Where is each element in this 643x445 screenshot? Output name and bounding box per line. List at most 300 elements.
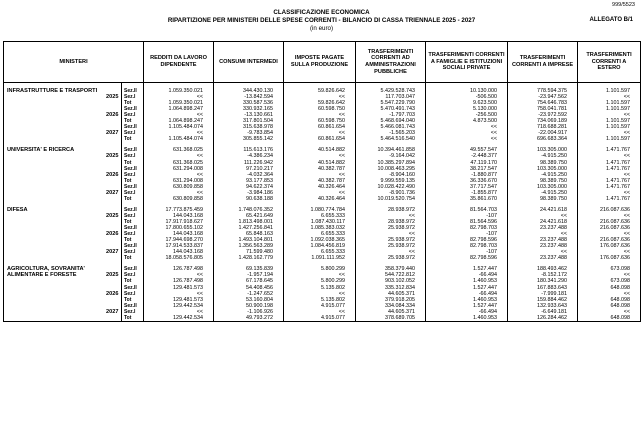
value-cell: -1.106.926	[214, 309, 284, 315]
report-subtitle: RIPARTIZIONE PER MINISTERI DELLE SPESE CORRENTI - BILANCIO DI CASSA TRIENNALE 2025 - 2027	[167, 17, 476, 24]
row-label: 2027 Sez.I	[122, 130, 144, 136]
row-label: Tot	[122, 219, 144, 225]
value-cell: 903.102.052	[356, 278, 426, 284]
value-cell: -6.649.181	[508, 309, 578, 315]
value-cell: <<	[284, 309, 356, 315]
row-label: Tot	[122, 315, 144, 322]
value-cell: <<	[144, 190, 214, 196]
value-cell: 1.087.430.117	[284, 219, 356, 225]
value-cell: <<	[284, 291, 356, 297]
value-cell: 1.471.767	[578, 166, 641, 172]
value-cell: 1.460.953	[426, 278, 508, 284]
value-cell: <<	[144, 291, 214, 297]
year-label: 2026	[106, 112, 119, 119]
row-label: Sez.II	[122, 266, 144, 272]
value-cell: <<	[284, 94, 356, 100]
year-label: 2027	[106, 189, 119, 196]
value-cell: 1.471.767	[578, 160, 641, 166]
value-cell: -2.448.377	[426, 153, 508, 159]
value-cell: 5.470.491.743	[356, 106, 426, 112]
table-row	[4, 207, 641, 213]
value-cell: 82.798.596	[426, 255, 508, 261]
value-cell: 5.800.299	[284, 278, 356, 284]
value-cell: -1.957.194	[214, 272, 284, 278]
value-cell: 1.064.898.247	[144, 106, 214, 112]
value-cell: 129.442.534	[144, 315, 214, 322]
value-cell: <<	[426, 136, 508, 142]
row-label: Tot	[122, 118, 144, 124]
value-cell: 38.217.547	[426, 166, 508, 172]
value-cell: 1.471.767	[578, 184, 641, 190]
value-cell: 1.527.447	[426, 303, 508, 309]
value-cell: 1.101.597	[578, 136, 641, 142]
value-cell: 358.379.440	[356, 266, 426, 272]
value-cell: 103.305.000	[508, 166, 578, 172]
value-cell: 60.861.654	[284, 124, 356, 130]
year-label: 2026	[106, 290, 119, 297]
value-cell: 696.683.364	[508, 136, 578, 142]
column-header: TRASFERIMENTI CORRENTI A ESTERO	[578, 42, 641, 83]
value-cell: 44.605.371	[356, 309, 426, 315]
value-cell: 1.064.898.247	[144, 118, 214, 124]
value-cell: 1.059.350.021	[144, 100, 214, 106]
value-cell: 25.938.972	[356, 237, 426, 243]
value-cell: 176.087.636	[578, 243, 641, 249]
value-cell: 24.421.618	[508, 219, 578, 225]
row-label: Sez.II	[122, 303, 144, 309]
value-cell: 1.084.456.819	[284, 243, 356, 249]
value-cell: <<	[144, 272, 214, 278]
value-cell: <<	[284, 112, 356, 118]
value-cell: 631.368.025	[144, 147, 214, 153]
column-header: TRASFERIMENTI CORRENTI AD AMMINISTRAZIONI PUBBLICHE	[356, 42, 426, 83]
value-cell: 103.305.000	[508, 184, 578, 190]
year-label: 2027	[106, 249, 119, 256]
value-cell: 216.087.636	[578, 237, 641, 243]
row-label: 2027 Sez.I	[122, 309, 144, 315]
value-cell: 1.059.350.021	[144, 88, 214, 94]
value-cell: 10.130.000	[426, 88, 508, 94]
value-cell: 53.160.804	[214, 297, 284, 303]
value-cell: 40.326.464	[284, 196, 356, 202]
value-cell: 1.813.498.001	[214, 219, 284, 225]
value-cell: -4.032.364	[214, 172, 284, 178]
value-cell: 10.385.297.894	[356, 160, 426, 166]
value-cell: 5.135.802	[284, 285, 356, 291]
value-cell: 1.527.447	[426, 266, 508, 272]
column-header: CONSUMI INTERMEDI	[214, 42, 284, 83]
value-cell: 673.098	[578, 266, 641, 272]
value-cell: 40.514.882	[284, 147, 356, 153]
value-cell: 1.428.162.779	[214, 255, 284, 261]
value-cell: -13.842.594	[214, 94, 284, 100]
value-cell: 82.798.596	[426, 237, 508, 243]
row-label: 2027 Sez.I	[122, 249, 144, 255]
value-cell: 67.178.645	[214, 278, 284, 284]
row-label: Tot	[122, 178, 144, 184]
value-cell: 6.655.333	[284, 231, 356, 237]
value-cell: <<	[578, 249, 641, 255]
value-cell: 4.915.077	[284, 303, 356, 309]
row-label: 2026 Sez.I	[122, 112, 144, 118]
value-cell: 317.801.504	[214, 118, 284, 124]
value-cell: -107	[426, 213, 508, 219]
value-cell: -23.947.562	[508, 94, 578, 100]
row-label: Tot	[122, 297, 144, 303]
value-cell: <<	[284, 153, 356, 159]
value-cell: 25.938.972	[356, 255, 426, 261]
value-cell: 54.408.456	[214, 285, 284, 291]
value-cell: 1.091.111.952	[284, 255, 356, 261]
value-cell: 334.084.334	[356, 303, 426, 309]
year-label: 2025	[106, 153, 119, 160]
value-cell: 5.464.516.540	[356, 136, 426, 142]
report-heading	[0, 9, 643, 33]
value-cell: 188.493.462	[508, 266, 578, 272]
value-cell: 97.210.217	[214, 166, 284, 172]
document-id: 999/5523	[612, 2, 635, 8]
value-cell: 81.564.703	[426, 207, 508, 213]
value-cell: 129.442.534	[144, 303, 214, 309]
value-cell: <<	[284, 190, 356, 196]
year-label: 2025	[106, 272, 119, 279]
value-cell: <<	[284, 130, 356, 136]
value-cell: 93.177.853	[214, 178, 284, 184]
value-cell: 81.564.596	[426, 219, 508, 225]
value-cell: 40.382.787	[284, 166, 356, 172]
value-cell: 60.598.750	[284, 106, 356, 112]
value-cell: 50.900.198	[214, 303, 284, 309]
value-cell: 144.043.168	[144, 213, 214, 219]
value-cell: 25.938.972	[356, 243, 426, 249]
value-cell: 5.135.802	[284, 297, 356, 303]
value-cell: 90.638.188	[214, 196, 284, 202]
value-cell: 335.312.834	[356, 285, 426, 291]
value-cell: 132.933.643	[508, 303, 578, 309]
value-cell: 82.798.703	[426, 243, 508, 249]
value-cell: 115.613.176	[214, 147, 284, 153]
value-cell: 37.717.547	[426, 184, 508, 190]
report-title: CLASSIFICAZIONE ECONOMICA	[273, 9, 370, 16]
year-label: 2026	[106, 171, 119, 178]
value-cell: <<	[356, 249, 426, 255]
value-cell: 734.069.189	[508, 118, 578, 124]
value-cell: 6.655.333	[284, 213, 356, 219]
value-cell: 9.623.500	[426, 100, 508, 106]
value-cell: 44.605.371	[356, 291, 426, 297]
value-cell: 1.101.597	[578, 118, 641, 124]
value-cell: <<	[356, 231, 426, 237]
row-label: Sez.II	[122, 207, 144, 213]
value-cell: 17.800.655.102	[144, 225, 214, 231]
value-cell: 69.135.839	[214, 266, 284, 272]
value-cell: <<	[356, 213, 426, 219]
row-label: Tot	[122, 278, 144, 284]
value-cell: <<	[578, 130, 641, 136]
value-cell: -8.901.736	[356, 190, 426, 196]
value-cell: -9.783.854	[214, 130, 284, 136]
row-label: 2026 Sez.I	[122, 231, 144, 237]
value-cell: 98.389.750	[508, 196, 578, 202]
value-cell: -66.494	[426, 309, 508, 315]
value-cell: 315.638.978	[214, 124, 284, 130]
ministry-name: AGRICOLTURA, SOVRANITA' ALIMENTARE E FORESTE	[4, 266, 122, 278]
value-cell: 59.826.642	[284, 88, 356, 94]
value-cell: -107	[426, 249, 508, 255]
value-cell: 144.043.168	[144, 231, 214, 237]
value-cell: 1.101.597	[578, 106, 641, 112]
value-cell: 167.883.643	[508, 285, 578, 291]
value-cell: 94.622.374	[214, 184, 284, 190]
value-cell: 631.294.008	[144, 178, 214, 184]
value-cell: 648.098	[578, 303, 641, 309]
value-cell: 23.237.488	[508, 255, 578, 261]
value-cell: 17.917.918.627	[144, 219, 214, 225]
value-cell: 1.493.104.801	[214, 237, 284, 243]
row-label: 2025 Sez.I	[122, 94, 144, 100]
value-cell: 648.098	[578, 297, 641, 303]
value-cell: 4.873.500	[426, 118, 508, 124]
value-cell: 1.101.597	[578, 100, 641, 106]
year-label: 2025	[106, 212, 119, 219]
value-cell: 17.914.533.837	[144, 243, 214, 249]
value-cell: -3.984.186	[214, 190, 284, 196]
value-cell: -107	[426, 231, 508, 237]
value-cell: <<	[144, 112, 214, 118]
value-cell: 631.294.008	[144, 166, 214, 172]
value-cell: 40.382.787	[284, 178, 356, 184]
value-cell: 17.773.875.459	[144, 207, 214, 213]
value-cell: 216.087.636	[578, 207, 641, 213]
ministry-cell	[4, 315, 122, 322]
value-cell: 35.861.670	[426, 196, 508, 202]
value-cell: 1.460.953	[426, 297, 508, 303]
row-label: Sez.II	[122, 106, 144, 112]
value-cell: <<	[578, 153, 641, 159]
allegato-label: ALLEGATO B/1	[589, 17, 633, 23]
value-cell: -23.972.592	[508, 112, 578, 118]
value-cell: -4.915.250	[508, 153, 578, 159]
value-cell: -1.855.877	[426, 190, 508, 196]
value-cell: 648.098	[578, 285, 641, 291]
value-cell: <<	[426, 124, 508, 130]
value-cell: 98.389.750	[508, 178, 578, 184]
value-cell: 82.798.703	[426, 225, 508, 231]
value-cell: 1.471.767	[578, 196, 641, 202]
value-cell: 28.938.972	[356, 219, 426, 225]
column-header: TRASFERIMENTI CORRENTI A FAMIGLIE E ISTITUZIONI SOCIALI PRIVATE	[426, 42, 508, 83]
value-cell: 544.722.812	[356, 272, 426, 278]
value-cell: -13.130.661	[214, 112, 284, 118]
value-cell: 5.468.694.040	[356, 118, 426, 124]
value-cell: 344.430.130	[214, 88, 284, 94]
ministry-name: INFRASTRUTTURE E TRASPORTI	[4, 88, 122, 100]
row-label: 2025 Sez.I	[122, 153, 144, 159]
value-cell: 1.748.076.352	[214, 207, 284, 213]
row-label: Tot	[122, 160, 144, 166]
value-cell: 1.101.597	[578, 124, 641, 130]
value-cell: <<	[284, 272, 356, 278]
value-cell: 24.421.618	[508, 207, 578, 213]
value-cell: 40.326.464	[284, 184, 356, 190]
value-cell: 673.098	[578, 278, 641, 284]
row-label: Sez.II	[122, 147, 144, 153]
value-cell: 60.598.750	[284, 118, 356, 124]
value-cell: 754.646.783	[508, 100, 578, 106]
column-header: IMPOSTE PAGATE SULLA PRODUZIONE	[284, 42, 356, 83]
ministry-name: UNIVERSITA' E RICERCA	[4, 147, 122, 159]
value-cell: -22.004.917	[508, 130, 578, 136]
value-cell: 778.594.375	[508, 88, 578, 94]
value-cell: 144.043.168	[144, 249, 214, 255]
value-cell: 129.481.573	[144, 285, 214, 291]
table-row	[4, 315, 641, 322]
row-label: 2025 Sez.I	[122, 272, 144, 278]
value-cell: 758.041.781	[508, 106, 578, 112]
value-cell: -256.500	[426, 112, 508, 118]
value-cell: 23.237.488	[508, 243, 578, 249]
value-cell: 330.932.165	[214, 106, 284, 112]
value-cell: -8.904.160	[356, 172, 426, 178]
value-cell: 1.080.774.784	[284, 207, 356, 213]
value-cell: 631.368.025	[144, 160, 214, 166]
row-label: Sez.II	[122, 124, 144, 130]
value-cell: 126.787.498	[144, 278, 214, 284]
value-cell: -66.494	[426, 291, 508, 297]
value-cell: 10.019.520.754	[356, 196, 426, 202]
value-cell: -8.152.172	[508, 272, 578, 278]
value-cell: 117.703.047	[356, 94, 426, 100]
column-header: REDDITI DA LAVORO DIPENDENTE	[144, 42, 214, 83]
value-cell: 1.105.484.074	[144, 136, 214, 142]
value-cell: 59.826.642	[284, 100, 356, 106]
row-label: Tot	[122, 237, 144, 243]
value-cell: -7.999.181	[508, 291, 578, 297]
report-unit: (in euro)	[309, 25, 334, 32]
value-cell: 9.999.559.135	[356, 178, 426, 184]
value-cell: 65.848.163	[214, 231, 284, 237]
value-cell: <<	[578, 213, 641, 219]
row-label: Tot	[122, 196, 144, 202]
value-cell: 23.237.488	[508, 237, 578, 243]
column-header: TRASFERIMENTI CORRENTI A IMPRESE	[508, 42, 578, 83]
row-label: 2027 Sez.I	[122, 190, 144, 196]
value-cell: 5.466.081.743	[356, 124, 426, 130]
value-cell: 648.098	[578, 315, 641, 322]
value-cell: 36.336.670	[426, 178, 508, 184]
value-cell: 18.058.576.805	[144, 255, 214, 261]
value-cell: 1.471.767	[578, 178, 641, 184]
row-label: Tot	[122, 136, 144, 142]
value-cell: 23.237.488	[508, 225, 578, 231]
value-cell: -1.247.652	[214, 291, 284, 297]
value-cell: <<	[578, 272, 641, 278]
value-cell: 330.587.536	[214, 100, 284, 106]
value-cell: 6.655.333	[284, 249, 356, 255]
value-cell: -4.915.250	[508, 190, 578, 196]
row-label: Sez.II	[122, 166, 144, 172]
header-row	[4, 42, 641, 83]
value-cell: <<	[578, 291, 641, 297]
value-cell: -4.386.234	[214, 153, 284, 159]
value-cell: 49.793.272	[214, 315, 284, 322]
value-cell: <<	[144, 309, 214, 315]
value-cell: 1.105.484.074	[144, 124, 214, 130]
value-cell: 1.101.597	[578, 88, 641, 94]
value-cell: 25.938.972	[356, 225, 426, 231]
value-cell: 10.008.463.295	[356, 166, 426, 172]
row-label: 2026 Sez.I	[122, 172, 144, 178]
value-cell: 49.557.547	[426, 147, 508, 153]
year-label: 2027	[106, 308, 119, 315]
value-cell: <<	[508, 231, 578, 237]
value-cell: 71.599.480	[214, 249, 284, 255]
value-cell: 630.809.858	[144, 184, 214, 190]
value-cell: -1.880.877	[426, 172, 508, 178]
row-label: Sez.II	[122, 243, 144, 249]
value-cell: 216.087.636	[578, 219, 641, 225]
ministry-name: DIFESA	[4, 207, 122, 219]
expense-table	[3, 41, 641, 322]
row-label: Tot	[122, 100, 144, 106]
value-cell: 126.787.498	[144, 266, 214, 272]
row-label: Sez.II	[122, 285, 144, 291]
value-cell: 103.305.000	[508, 147, 578, 153]
value-cell: 159.884.462	[508, 297, 578, 303]
row-label: Sez.II	[122, 184, 144, 190]
row-label: Tot	[122, 255, 144, 261]
value-cell: -9.164.042	[356, 153, 426, 159]
value-cell: 47.119.170	[426, 160, 508, 166]
value-cell: 40.514.882	[284, 160, 356, 166]
value-cell: 60.861.654	[284, 136, 356, 142]
value-cell: 5.800.299	[284, 266, 356, 272]
value-cell: <<	[144, 172, 214, 178]
value-cell: 10.028.422.490	[356, 184, 426, 190]
year-label: 2026	[106, 231, 119, 238]
value-cell: 10.394.461.858	[356, 147, 426, 153]
value-cell: <<	[284, 172, 356, 178]
value-cell: 4.915.077	[284, 315, 356, 322]
value-cell: 1.085.383.032	[284, 225, 356, 231]
value-cell: 176.087.636	[578, 255, 641, 261]
row-label: 2025 Sez.I	[122, 213, 144, 219]
value-cell: 5.130.000	[426, 106, 508, 112]
value-cell: -4.915.250	[508, 172, 578, 178]
value-cell: -1.797.703	[356, 112, 426, 118]
value-cell: <<	[144, 94, 214, 100]
value-cell: <<	[578, 112, 641, 118]
value-cell: 1.092.038.365	[284, 237, 356, 243]
value-cell: <<	[578, 190, 641, 196]
year-label: 2027	[106, 130, 119, 137]
value-cell: 305.855.142	[214, 136, 284, 142]
value-cell: 180.341.290	[508, 278, 578, 284]
value-cell: <<	[426, 130, 508, 136]
value-cell: 1.527.447	[426, 285, 508, 291]
column-header-ministeri: MINISTERI	[4, 42, 144, 83]
table-body	[4, 83, 641, 322]
row-label: Sez.II	[122, 88, 144, 94]
value-cell: 379.918.205	[356, 297, 426, 303]
value-cell: <<	[144, 130, 214, 136]
value-cell: 1.427.256.841	[214, 225, 284, 231]
year-label: 2025	[106, 94, 119, 101]
value-cell: <<	[508, 249, 578, 255]
row-label: Sez.II	[122, 225, 144, 231]
value-cell: 129.481.573	[144, 297, 214, 303]
value-cell: 65.421.649	[214, 213, 284, 219]
